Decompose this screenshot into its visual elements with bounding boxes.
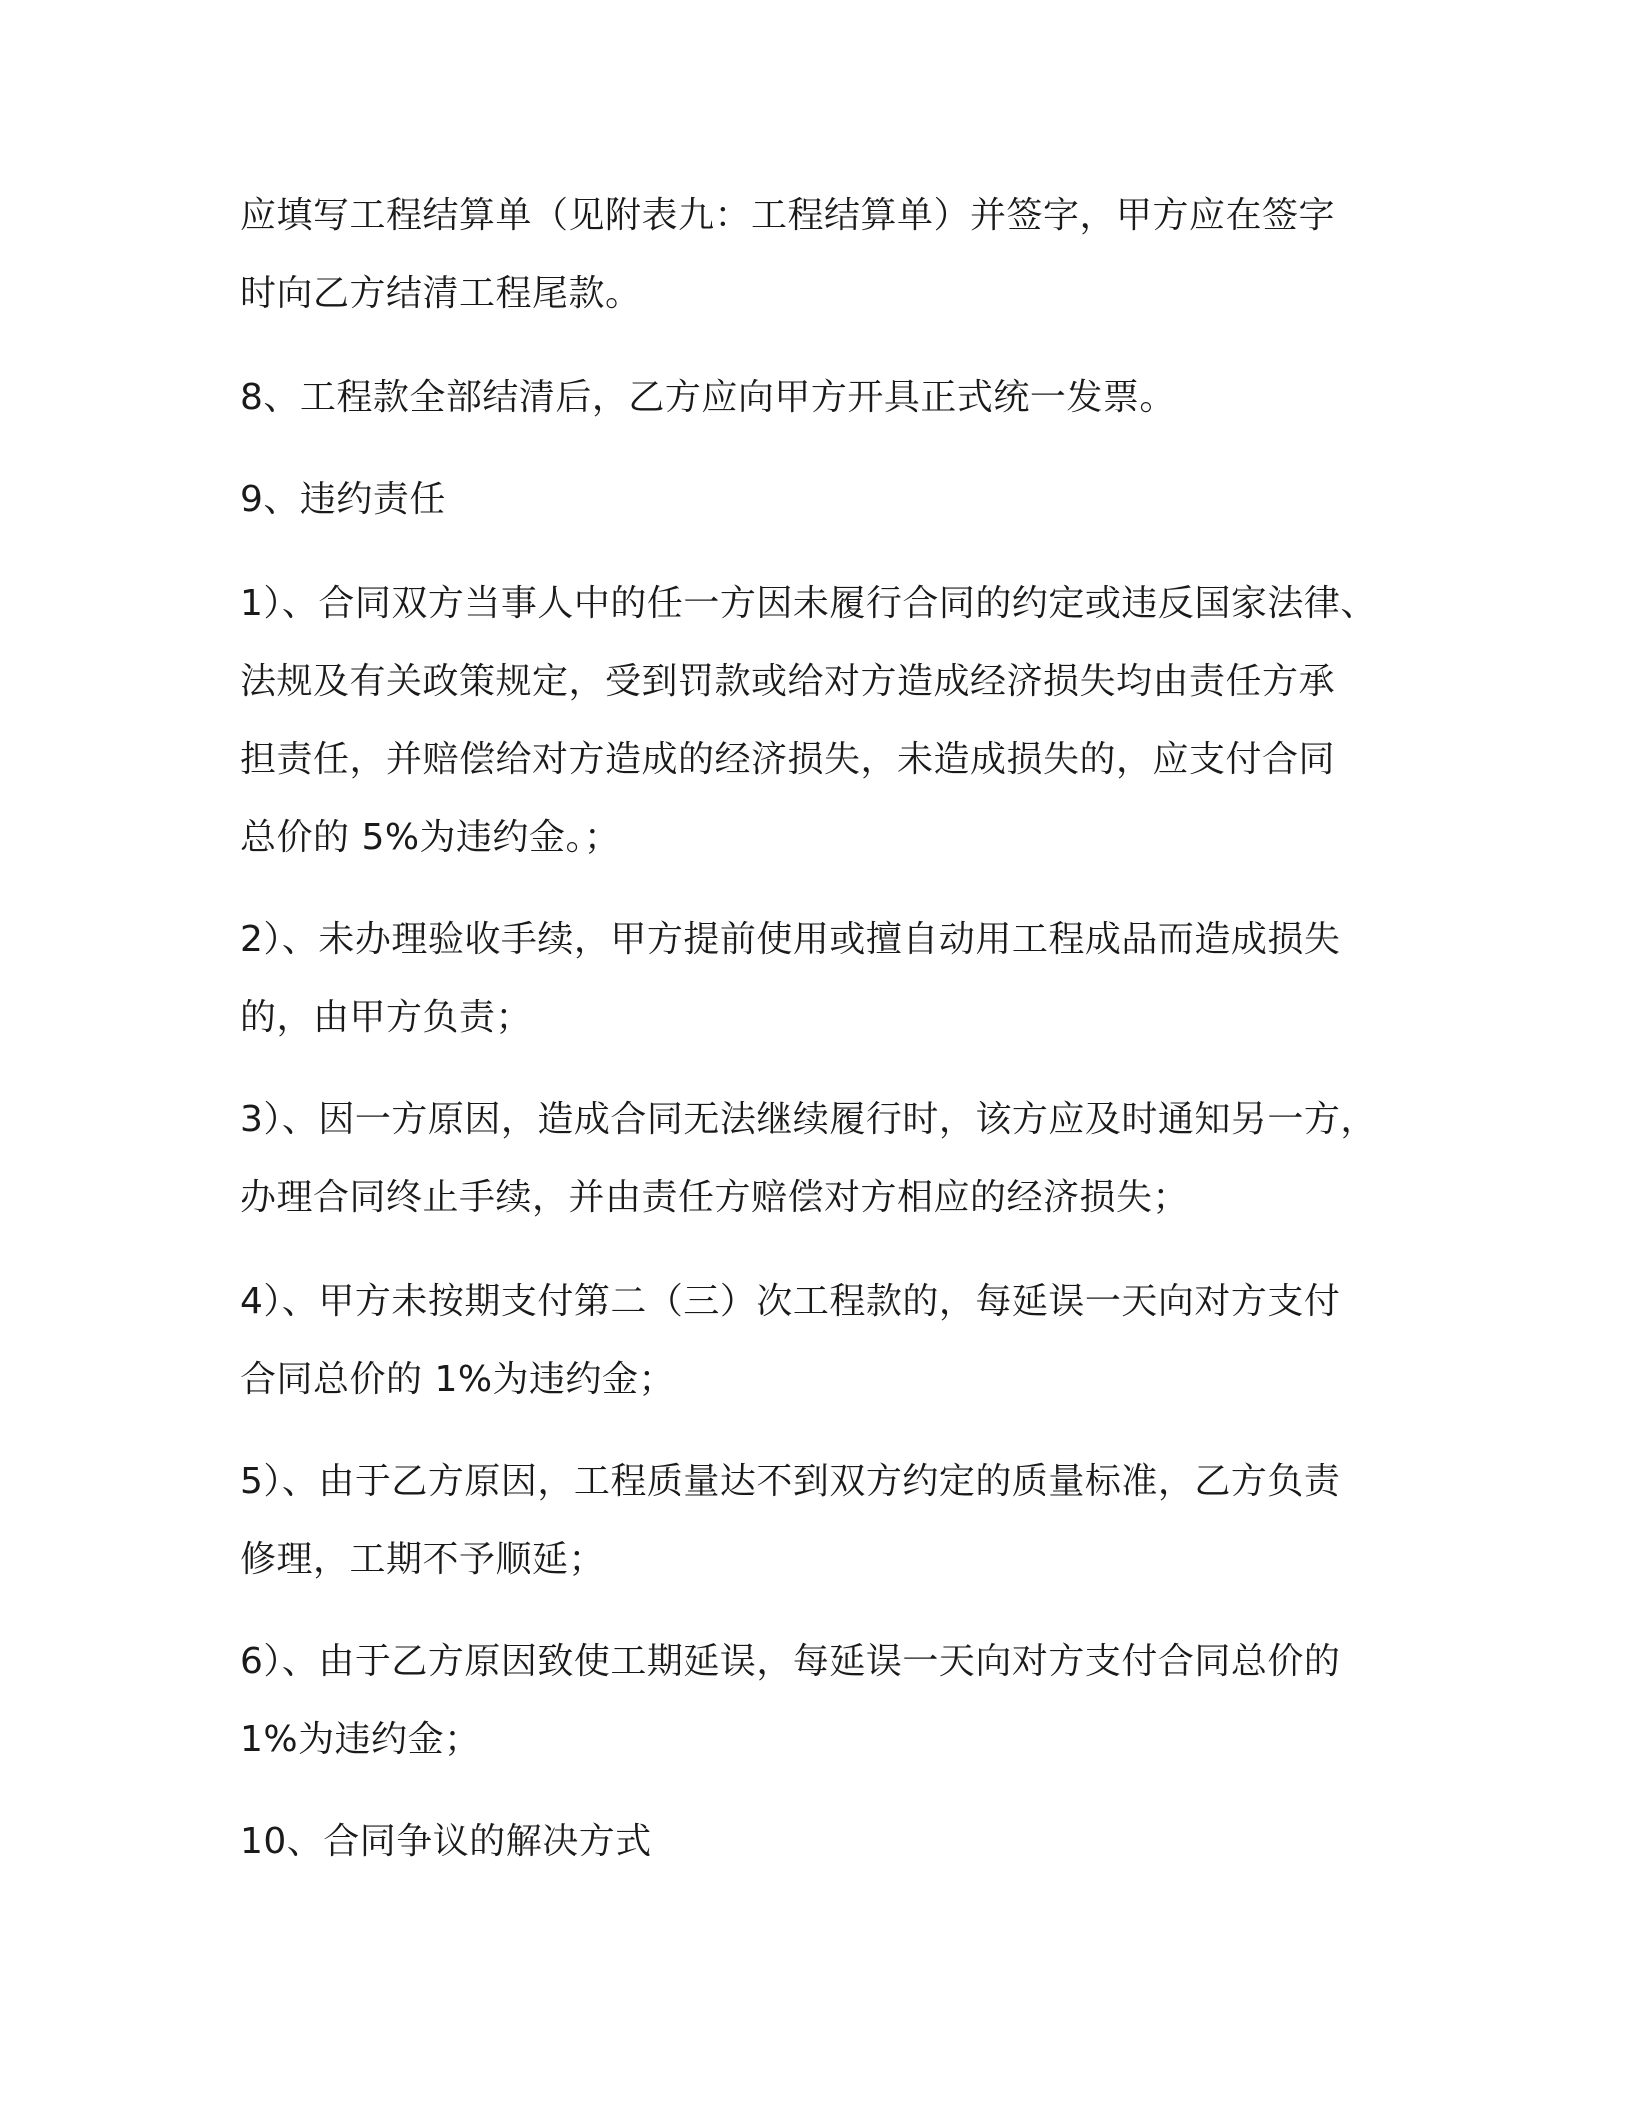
section-heading: 10、合同争议的解决方式 (240, 1821, 652, 1862)
text-line: 修理，工期不予顺延； (240, 1539, 606, 1580)
text-line: 8、工程款全部结清后，乙方应向甲方开具正式统一发票。 (240, 377, 1176, 418)
text-line: 担责任，并赔偿给对方造成的经济损失，未造成损失的，应支付合同 (240, 739, 1336, 780)
text-line: 2）、未办理验收手续，甲方提前使用或擅自动用工程成品而造成损失 (240, 919, 1341, 960)
section-heading: 9、违约责任 (240, 479, 446, 520)
text-line: 6）、由于乙方原因致使工期延误，每延误一天向对方支付合同总价的 (240, 1641, 1341, 1682)
text-line: 总价的 5%为违约金。； (240, 817, 621, 858)
text-line: 应填写工程结算单（见附表九：工程结算单）并签字，甲方应在签字 (240, 195, 1336, 236)
text-line: 的，由甲方负责； (240, 997, 533, 1038)
text-line: 5）、由于乙方原因，工程质量达不到双方约定的质量标准，乙方负责 (240, 1461, 1341, 1502)
text-line: 办理合同终止手续，并由责任方赔偿对方相应的经济损失； (240, 1177, 1190, 1218)
text-line: 合同总价的 1%为违约金； (240, 1359, 676, 1400)
text-line: 1%为违约金； (240, 1719, 481, 1760)
text-line: 时向乙方结清工程尾款。 (240, 273, 642, 314)
text-line: 法规及有关政策规定，受到罚款或给对方造成经济损失均由责任方承 (240, 661, 1336, 702)
text-line: 3）、因一方原因，造成合同无法继续履行时，该方应及时通知另一方， (240, 1099, 1377, 1140)
text-line: 4）、甲方未按期支付第二（三）次工程款的，每延误一天向对方支付 (240, 1281, 1341, 1322)
text-line: 1）、合同双方当事人中的任一方因未履行合同的约定或违反国家法律、 (240, 583, 1377, 624)
